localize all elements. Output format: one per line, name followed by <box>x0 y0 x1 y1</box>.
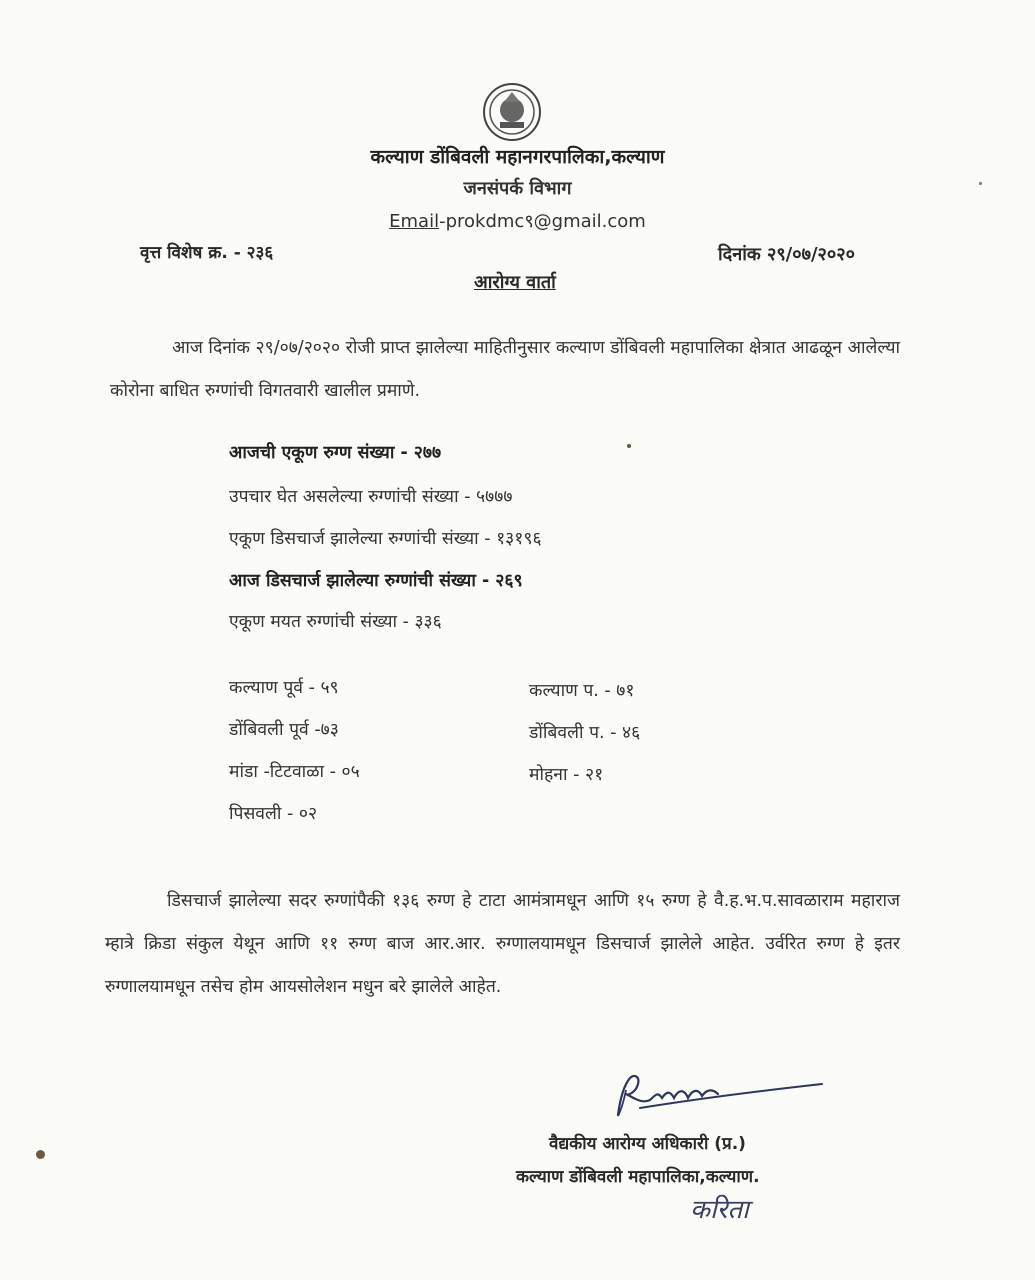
discharge-paragraph <box>105 880 900 1009</box>
paper-speck <box>979 182 982 185</box>
ward-kalyan-east: कल्याण पूर्व - ५९ <box>229 678 339 698</box>
ward-pisavali: पिसवली - ०२ <box>229 804 318 824</box>
intro-paragraph <box>110 327 900 413</box>
reference-number: वृत्त विशेष क्र. - २३६ <box>140 243 274 263</box>
handwritten-for-note: करिता <box>690 1195 749 1225</box>
department-name: जनसंपर्क विभाग <box>463 178 572 199</box>
ward-dombivli-east: डोंबिवली पूर्व -७३ <box>229 720 339 740</box>
email-label: Email <box>389 211 440 232</box>
organization-name: कल्याण डोंबिवली महानगरपालिका,कल्याण <box>370 146 665 168</box>
discharge-text: डिसचार्ज झालेल्या सदर रुग्णांपैकी १३६ रुग्ण हे टाटा आमंत्रामधून आणि १५ रुग्ण हे वै.ह.भ.प.सावळाराम महाराज म्हात्रे क्रिडा संकुल येथून आणि ११ रुग्ण बाज आर.आर. रुग्णालयामधून डिसचार्ज झालेले आहेत. उर्वरित रुग्ण हे इतर रुग्णालयामधून तसेच होम आयसोलेशन मधुन बरे झालेले आहेत. <box>105 891 900 997</box>
ward-dombivli-west: डोंबिवली प. - ४६ <box>529 723 641 743</box>
corporation-seal-logo <box>482 82 542 142</box>
document-title: आरोग्य वार्ता <box>474 272 556 293</box>
paper-speck <box>36 1150 45 1159</box>
ward-kalyan-west: कल्याण प. - ७१ <box>529 681 635 701</box>
document-date: दिनांक २९/०७/२०२० <box>718 244 855 265</box>
stat-today-discharged: आज डिसचार्ज झालेल्या रुग्णांची संख्या - २६९ <box>229 571 523 591</box>
signatory-organization: कल्याण डोंबिवली महापालिका,कल्याण. <box>516 1167 760 1187</box>
stat-under-treatment: उपचार घेत असलेल्या रुग्णांची संख्या - ५७७७ <box>229 487 513 507</box>
intro-text: आज दिनांक २९/०७/२०२० रोजी प्राप्त झालेल्या माहितीनुसार कल्याण डोंबिवली महापालिका क्षेत्रात आढळून आलेल्या कोरोना बाधित रुग्णांची विगतवारी खालील प्रमाणे. <box>110 338 901 401</box>
email-line <box>0 209 1035 233</box>
paper-speck <box>627 444 631 448</box>
stat-total-deaths: एकूण मयत रुग्णांची संख्या - ३३६ <box>229 612 442 632</box>
signatory-designation: वैद्यकीय आरोग्य अधिकारी (प्र.) <box>549 1134 746 1154</box>
stat-total-discharged: एकूण डिसचार्ज झालेल्या रुग्णांची संख्या - १३१९६ <box>229 529 542 549</box>
stat-today-total: आजची एकूण रुग्ण संख्या - २७७ <box>229 443 442 463</box>
email-address: -prokdmc९@gmail.com <box>439 211 646 232</box>
ward-manda-titwala: मांडा -टिटवाळा - ०५ <box>229 762 360 782</box>
handwritten-signature <box>600 1070 830 1120</box>
ward-mohana: मोहना - २१ <box>529 765 604 785</box>
